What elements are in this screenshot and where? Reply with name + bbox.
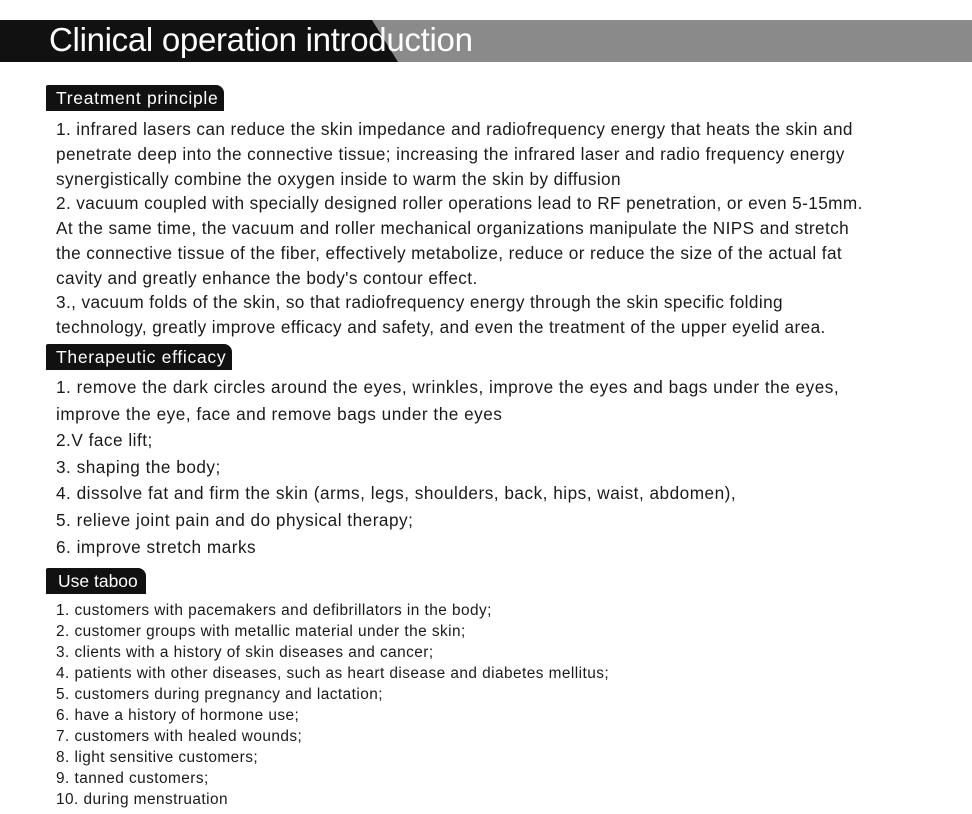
list-item: 5. customers during pregnancy and lactation; bbox=[56, 686, 383, 703]
use-taboo-list bbox=[56, 600, 966, 810]
section-label-treatment-principle: Treatment principle bbox=[46, 85, 224, 111]
title-bar bbox=[0, 20, 972, 62]
text-line: At the same time, the vacuum and roller mechanical organizations manipulate the NIPS and stretch bbox=[56, 218, 850, 238]
page-title: Clinical operation introduction bbox=[49, 21, 473, 58]
text-line: 2. vacuum coupled with specially designed roller operations lead to RF penetration, or even 5-15mm. bbox=[56, 193, 863, 214]
text-line: synergistically combine the oxygen inside to warm the skin by diffusion bbox=[56, 168, 621, 189]
list-item: 6. improve stretch marks bbox=[56, 536, 257, 557]
list-item: 1. customers with pacemakers and defibrillators in the body; bbox=[56, 602, 492, 619]
list-item: 4. patients with other diseases, such as heart disease and diabetes mellitus; bbox=[56, 665, 610, 682]
text-line: cavity and greatly enhance the body's contour effect. bbox=[56, 267, 478, 288]
list-item: 3. shaping the body; bbox=[56, 456, 221, 477]
list-item: improve the eye, face and remove bags under the eyes bbox=[56, 403, 503, 424]
list-item: 5. relieve joint pain and do physical therapy; bbox=[56, 509, 414, 530]
list-item: 1. remove the dark circles around the eyes, wrinkles, improve the eyes and bags under the eyes, bbox=[56, 377, 840, 397]
list-item: 6. have a history of hormone use; bbox=[56, 707, 300, 724]
list-item: 3. clients with a history of skin diseases and cancer; bbox=[56, 644, 434, 661]
section-label-therapeutic-efficacy: Therapeutic efficacy bbox=[46, 344, 232, 370]
list-item: 2.V face lift; bbox=[56, 430, 153, 451]
list-item: 9. tanned customers; bbox=[56, 770, 209, 787]
text-line: 1. infrared lasers can reduce the skin impedance and radiofrequency energy that heats the skin and bbox=[56, 119, 853, 139]
text-line: technology, greatly improve efficacy and safety, and even the treatment of the upper eyelid area. bbox=[56, 317, 826, 337]
therapeutic-efficacy-list bbox=[56, 374, 966, 560]
treatment-principle-text bbox=[56, 117, 966, 340]
list-item: 8. light sensitive customers; bbox=[56, 749, 259, 766]
list-item: 2. customer groups with metallic material under the skin; bbox=[56, 623, 466, 640]
list-item: 4. dissolve fat and firm the skin (arms, legs, shoulders, back, hips, waist, abdomen), bbox=[56, 483, 737, 504]
section-label-use-taboo: Use taboo bbox=[46, 568, 146, 594]
list-item: 7. customers with healed wounds; bbox=[56, 728, 303, 745]
text-line: penetrate deep into the connective tissue; increasing the infrared laser and radio frequency energy bbox=[56, 143, 845, 164]
text-line: the connective tissue of the fiber, effectively metabolize, reduce or reduce the size of the actual fat bbox=[56, 242, 843, 263]
text-line: 3., vacuum folds of the skin, so that radiofrequency energy through the skin specific folding bbox=[56, 292, 783, 313]
list-item: 10. during menstruation bbox=[56, 791, 229, 808]
